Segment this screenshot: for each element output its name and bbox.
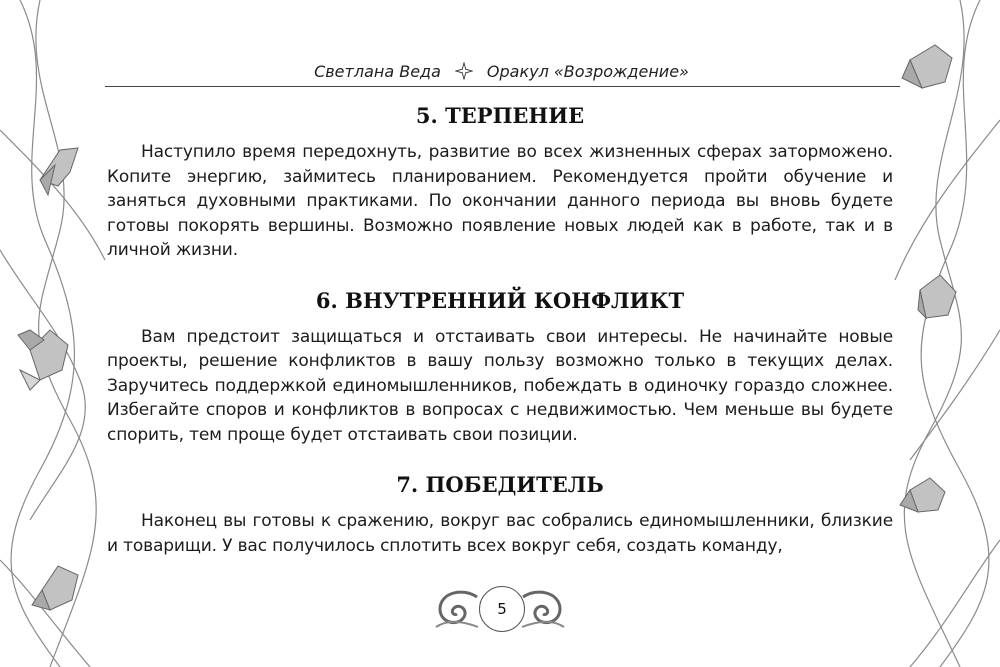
header-divider bbox=[105, 86, 900, 87]
section-winner bbox=[107, 469, 893, 558]
four-point-star-icon bbox=[455, 62, 473, 80]
section-title: 7. ПОБЕДИТЕЛЬ bbox=[396, 472, 604, 497]
section-title: 5. ТЕРПЕНИЕ bbox=[415, 103, 585, 128]
page-number: 5 bbox=[479, 586, 525, 632]
left-floral-border-icon bbox=[0, 0, 110, 667]
header-author: Светлана Веда bbox=[314, 61, 441, 81]
section-patience bbox=[107, 100, 893, 263]
section-inner-conflict bbox=[107, 285, 893, 448]
section-body: Вам предстоит защищаться и отстаивать свои интересы. Не начинайте новые проекты, решение конфликтов в вашу пользу возможно только в текущих делах. Заручитесь поддержкой единомышленников, побеждать в одиночку гораздо сложнее. Избегайте споров и конфликтов в вопросах с недвижимостью. Чем меньше вы будете спорить, тем проще будет отстаивать свои позиции. bbox=[107, 326, 893, 445]
running-header bbox=[105, 56, 898, 86]
swirl-ornament-icon bbox=[518, 583, 568, 633]
header-book-title: Оракул «Возрождение» bbox=[486, 61, 689, 81]
section-title: 6. ВНУТРЕННИЙ КОНФЛИКТ bbox=[315, 287, 685, 313]
right-floral-border-icon bbox=[890, 0, 1000, 667]
swirl-ornament-icon bbox=[432, 583, 482, 633]
section-body: Наступило время передохнуть, развитие во всех жизненных сферах заторможено. Копите энергию, займитесь планированием. Рекомендуется пройти обучение и заняться духовными практиками. По окончании данного периода вы вновь будете готовы покорять вершины. Возможно появление новых людей как в работе, так и в личной жизни. bbox=[107, 142, 893, 260]
section-body: Наконец вы готовы к сражению, вокруг вас собрались единомышленники, близкие и товарищи. У вас получилось сплотить всех вокруг себя, создать команду, bbox=[107, 511, 893, 556]
page-content bbox=[107, 100, 893, 558]
page-footer bbox=[430, 583, 570, 639]
